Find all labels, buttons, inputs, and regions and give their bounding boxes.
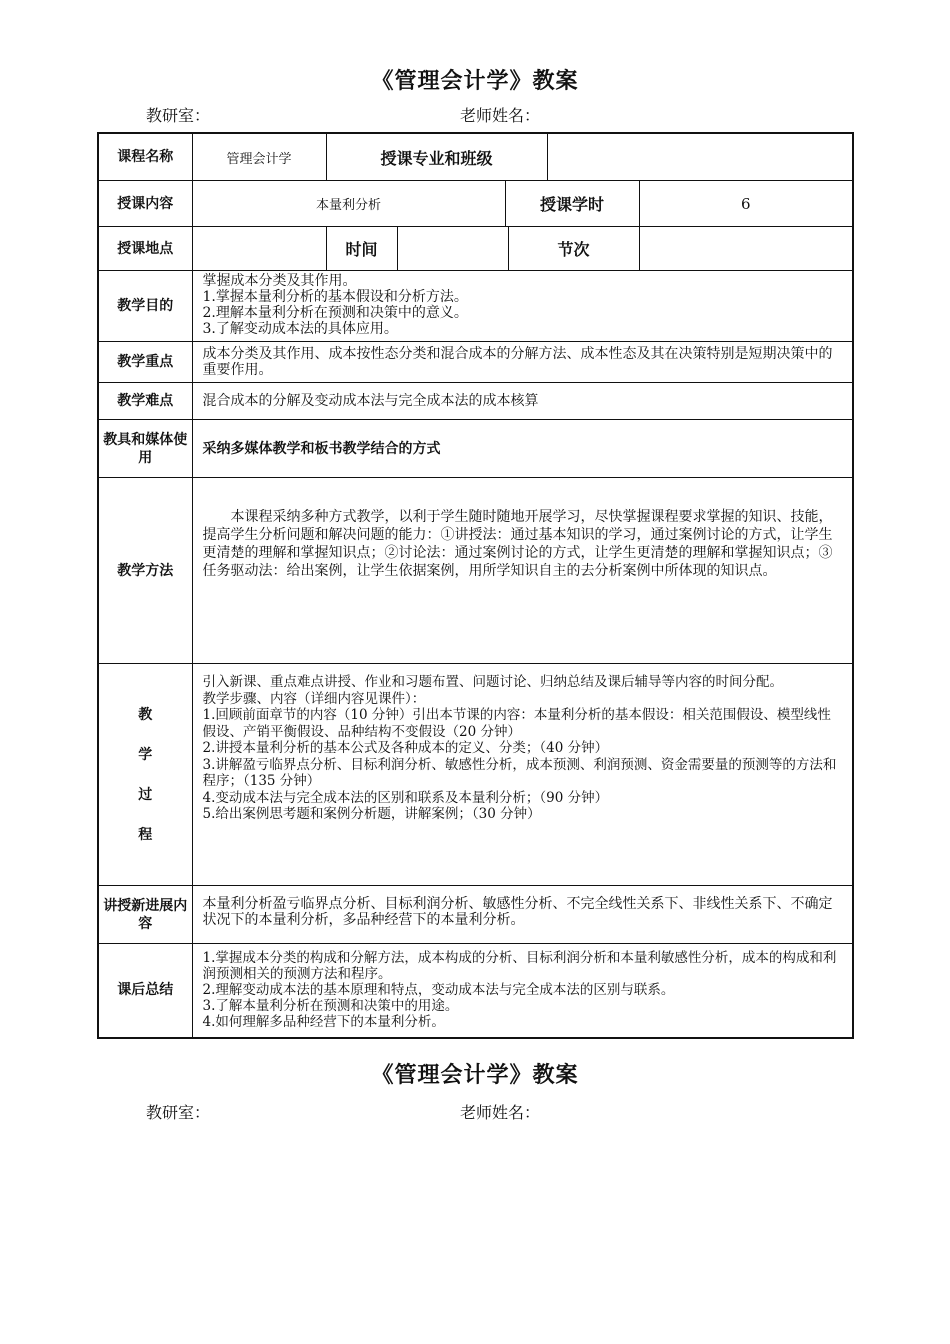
- summary-line: 2.理解变动成本法的基本原理和特点，变动成本法与完全成本法的区别与联系。: [202, 982, 675, 998]
- difficult-text: 混合成本的分解及变动成本法与完全成本法的成本核算: [202, 393, 539, 409]
- class-label: 授课专业和班级: [327, 134, 548, 180]
- row-media: [98, 420, 853, 478]
- course-name-value: 管理会计学: [193, 134, 327, 180]
- process-line: 3.讲解盈亏临界点分析、目标利润分析、敏感性分析，成本预测、利润预测、资金需要量的预测等的方法和程序；（135 分钟）: [202, 756, 837, 789]
- new-content-label: 讲授新进展内容: [98, 886, 192, 944]
- hours-value: 6: [740, 194, 751, 213]
- goal-line: 2.理解本量利分析在预测和决策中的意义。: [202, 305, 468, 321]
- time-label: 时间: [327, 227, 398, 270]
- row-course-name: [98, 133, 853, 181]
- new-content-text: 本量利分析盈亏临界点分析、目标利润分析、敏感性分析、不完全线性关系下、非线性关系下、不确定状况下的本量利分析，多品种经营下的本量利分析。: [202, 896, 833, 928]
- course-name-label: 课程名称: [98, 133, 192, 181]
- summary-label: 课后总结: [98, 944, 192, 1038]
- summary-line: 4.如何理解多品种经营下的本量利分析。: [202, 1014, 445, 1030]
- time-value: [398, 227, 509, 270]
- dept-label: 教研室：: [146, 106, 211, 125]
- process-label-char: 教: [138, 706, 153, 723]
- key-label: 教学重点: [98, 342, 192, 383]
- period-label: 节次: [509, 227, 640, 270]
- row-content: [98, 181, 853, 227]
- row-place: [98, 227, 853, 271]
- row-process: [98, 664, 853, 886]
- row-difficult: [98, 383, 853, 420]
- process-line: 引入新课、重点难点讲授、作业和习题布置、问题讨论、归纳总结及课后辅导等内容的时间分配。: [202, 674, 783, 690]
- goal-text: [193, 271, 853, 341]
- row-new-content: [98, 886, 853, 944]
- goal-line: 1.掌握本量利分析的基本假设和分析方法。: [202, 289, 468, 305]
- dept-label-2: 教研室：: [146, 1103, 211, 1122]
- goal-line: 掌握成本分类及其作用。: [202, 273, 357, 289]
- process-text: [193, 664, 853, 827]
- summary-line: 3.了解本量利分析在预测和决策中的用途。: [202, 998, 459, 1014]
- summary-line: 1.掌握成本分类的构成和分解方法，成本构成的分析、目标利润分析和本量利敏感性分析，成本的构成和利润预测相关的预测方法和程序。: [202, 950, 837, 982]
- page-title-2: 《管理会计学》教案: [371, 1062, 579, 1088]
- content-value: 本量利分析: [193, 181, 506, 226]
- period-value: [640, 227, 853, 270]
- place-value: [193, 227, 327, 270]
- process-label-char: 程: [138, 826, 153, 843]
- class-value: [548, 134, 853, 180]
- process-line: 1.回顾前面章节的内容（10 分钟）引出本节课的内容：本量利分析的基本假设：相关范围假设、模型线性假设、产销平衡假设、品种结构不变假设（20 分钟）: [202, 707, 831, 740]
- method-text: 本课程采纳多种方式教学，以利于学生随时随地开展学习，尽快掌握课程要求掌握的知识、技能，提高学生分析问题和解决问题的能力：①讲授法：通过基本知识的学习，通过案例讨论的方式，让学生更清楚的理解和掌握知识点；②讨论法：通过案例讨论的方式，让学生更清楚的理解和掌握知识点；③任务驱动法：给出案例，让学生依据案例，用所学知识自主的去分析案例中所体现的知识点。: [202, 509, 833, 579]
- method-label: 教学方法: [98, 478, 192, 664]
- media-label: 教具和媒体使用: [98, 420, 192, 478]
- lesson-plan-table: [97, 132, 854, 1039]
- key-text: 成本分类及其作用、成本按性态分类和混合成本的分解方法、成本性态及其在决策特别是短期决策中的重要作用。: [202, 346, 833, 378]
- process-label-char: 学: [138, 746, 153, 763]
- row-goal: [98, 271, 853, 342]
- process-line: 4.变动成本法与完全成本法的区别和联系及本量利分析；（90 分钟）: [202, 789, 609, 806]
- teacher-label: 老师姓名：: [460, 106, 541, 125]
- place-label: 授课地点: [98, 227, 192, 271]
- process-line: 教学步骤、内容（详细内容见课件）：: [202, 690, 426, 707]
- goal-label: 教学目的: [98, 271, 192, 342]
- hours-label: 授课学时: [506, 181, 640, 226]
- teacher-label-2: 老师姓名：: [460, 1103, 541, 1122]
- difficult-label: 教学难点: [98, 383, 192, 420]
- content-label: 授课内容: [98, 181, 192, 227]
- row-key: [98, 342, 853, 383]
- process-label: [98, 664, 192, 886]
- process-label-char: 过: [138, 786, 153, 803]
- row-summary: [98, 944, 853, 1038]
- row-method: [98, 478, 853, 664]
- page-title: 《管理会计学》教案: [371, 68, 579, 94]
- process-line: 5.给出案例思考题和案例分析题，讲解案例；（30 分钟）: [202, 806, 541, 822]
- process-line: 2.讲授本量利分析的基本公式及各种成本的定义、分类；（40 分钟）: [202, 740, 609, 756]
- summary-text: [193, 944, 853, 1034]
- goal-line: 3.了解变动成本法的具体应用。: [202, 321, 398, 337]
- media-text: 采纳多媒体教学和板书教学结合的方式: [202, 440, 441, 457]
